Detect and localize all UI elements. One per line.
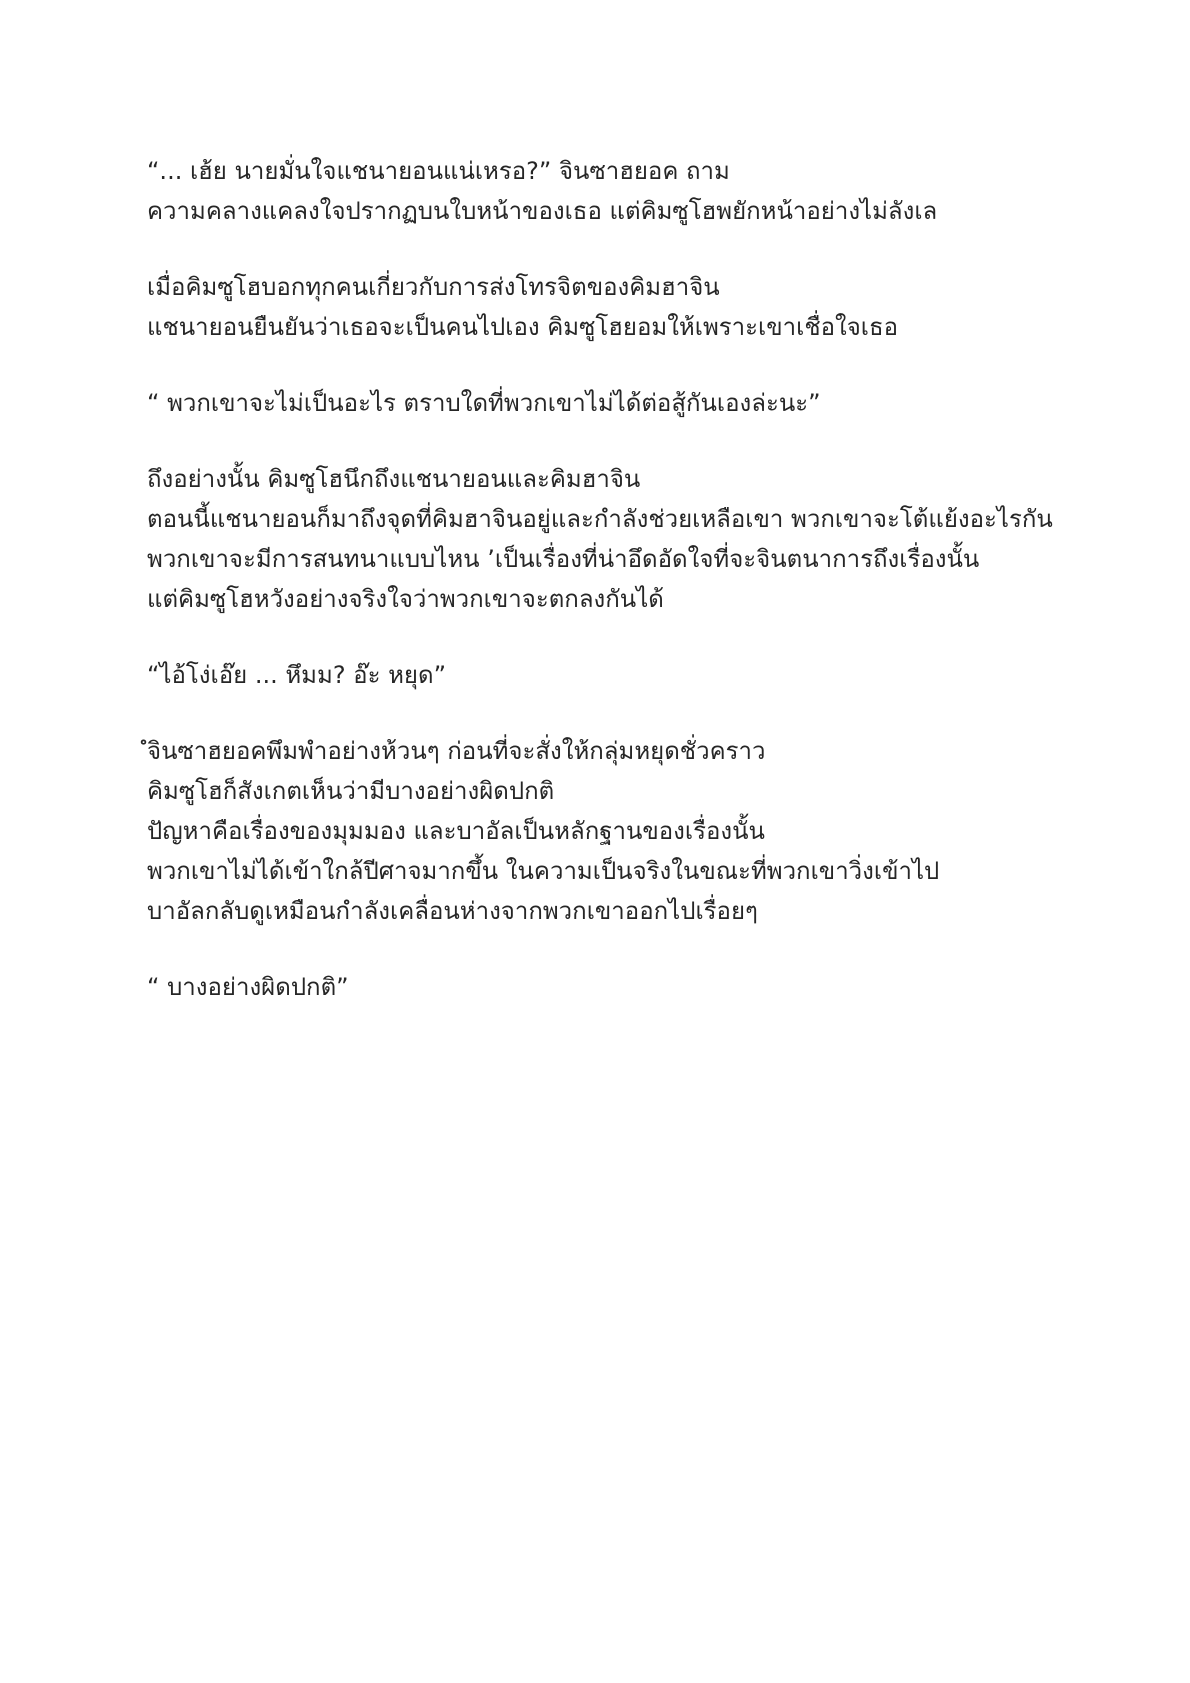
text-line: ตอนนี้แชนายอนก็มาถึงจุดที่คิมฮาจินอยู่และกำลังช่วยเหลือเขา พวกเขาจะโต้แย้งอะไรกัน (147, 505, 1053, 533)
document-body (147, 151, 1107, 1043)
paragraph (147, 655, 1107, 695)
text-line: เมื่อคิมซูโฮบอกทุกคนเกี่ยวกับการส่งโทรจิตของคิมฮาจิน (147, 273, 720, 301)
text-line: แชนายอนยืนยันว่าเธอจะเป็นคนไปเอง คิมซูโฮยอมให้เพราะเขาเชื่อใจเธอ (147, 313, 899, 341)
paragraph (147, 267, 1107, 347)
text-line: ถึงอย่างนั้น คิมซูโฮนึกถึงแชนายอนและคิมฮาจิน (147, 465, 641, 493)
text-line: ปัญหาคือเรื่องของมุมมอง และบาอัลเป็นหลักฐานของเรื่องนั้น (147, 817, 765, 845)
paragraph (147, 967, 1107, 1007)
paragraph (147, 731, 1107, 931)
text-line: คิมซูโฮก็สังเกตเห็นว่ามีบางอย่างผิดปกติ (147, 777, 555, 805)
text-line: “ไอ้โง่เอ๊ย ... หึมม? อ๊ะ หยุด” (147, 661, 447, 689)
text-line: แต่คิมซูโฮหวังอย่างจริงใจว่าพวกเขาจะตกลงกันได้ (147, 585, 664, 613)
text-line: พวกเขาจะมีการสนทนาแบบไหน ’เป็นเรื่องที่น่าอึดอัดใจที่จะจินตนาการถึงเรื่องนั้น (147, 545, 980, 573)
text-line: บาอัลกลับดูเหมือนกำลังเคลื่อนห่างจากพวกเขาออกไปเรื่อยๆ (147, 897, 758, 925)
paragraph (147, 383, 1107, 423)
text-line: ํจินซาฮยอคพึมพำอย่างห้วนๆ ก่อนที่จะสั่งให้กลุ่มหยุดชั่วคราว (147, 737, 766, 765)
text-line: “... เฮ้ย นายมั่นใจแชนายอนแน่เหรอ?” จินซาฮยอค ถาม (147, 157, 730, 185)
text-line: พวกเขาไม่ได้เข้าใกล้ปีศาจมากขึ้น ในความเป็นจริงในขณะที่พวกเขาวิ่งเข้าไป (147, 857, 940, 885)
text-line: “ พวกเขาจะไม่เป็นอะไร ตราบใดที่พวกเขาไม่ได้ต่อสู้กันเองล่ะนะ” (147, 389, 821, 417)
paragraph (147, 459, 1107, 619)
text-line: ความคลางแคลงใจปรากฏบนใบหน้าของเธอ แต่คิมซูโฮพยักหน้าอย่างไม่ลังเล (147, 197, 938, 225)
paragraph (147, 151, 1107, 231)
text-line: “ บางอย่างผิดปกติ” (147, 973, 349, 1001)
